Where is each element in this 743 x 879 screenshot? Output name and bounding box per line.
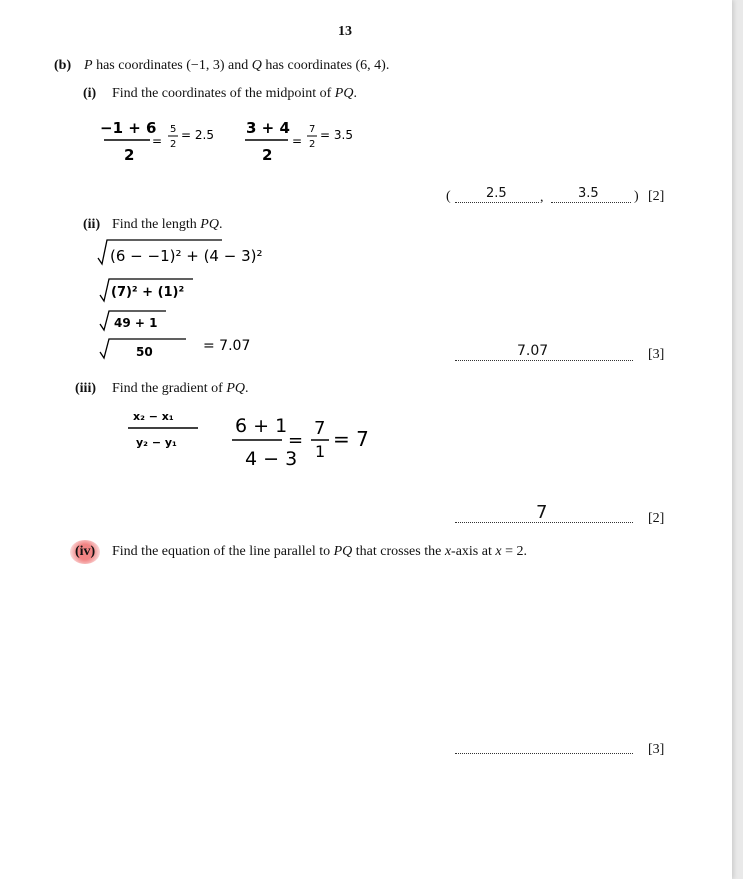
gradient-formula-numerator: x₂ − x₁ (133, 410, 174, 423)
question-iv-x2: x (495, 544, 502, 559)
length-line-4: 50 (136, 345, 153, 359)
midpoint-y-frac-num: 7 (309, 124, 316, 135)
question-ii-prompt: Find the length (112, 217, 201, 232)
question-i-prompt: Find the coordinates of the midpoint of (112, 86, 335, 101)
part-b-statement (54, 58, 389, 74)
question-ii-period: . (218, 217, 223, 232)
gradient-sub-denominator: 4 − 3 (245, 448, 298, 470)
sqrt-sign-1 (98, 240, 222, 264)
sqrt-sign-2 (100, 279, 193, 301)
question-iv-prompt-a: Find the equation of the line parallel to (112, 544, 334, 559)
question-iv-label-wrap (75, 540, 112, 564)
marks-iii: [2] (648, 511, 665, 526)
answer-iii: 7 (536, 502, 548, 523)
question-iii (75, 381, 248, 397)
midpoint-x-equals: = (152, 134, 163, 148)
midpoint-x-frac-den: 2 (170, 139, 177, 150)
midpoint-x-denominator: 2 (124, 146, 135, 164)
question-i (83, 86, 357, 102)
question-ii-label: (ii) (83, 217, 101, 232)
length-line-2: (7)² + (1)² (111, 285, 185, 300)
midpoint-y-result: = 3.5 (320, 128, 353, 142)
midpoint-y-denominator: 2 (262, 146, 273, 164)
answer-iv-line[interactable] (455, 737, 633, 754)
page-number: 13 (338, 24, 352, 39)
point-q: Q (251, 58, 262, 73)
question-ii-pq: PQ (200, 217, 219, 232)
point-p: P (84, 58, 93, 73)
gradient-formula-denominator: y₂ − y₁ (136, 436, 177, 449)
question-i-period: . (353, 86, 357, 101)
length-result: = 7.07 (203, 338, 251, 354)
question-iv-prompt-b: that crosses the (352, 544, 445, 559)
sqrt-sign-4 (100, 339, 186, 358)
question-i-label: (i) (83, 86, 97, 101)
answer-ii: 7.07 (517, 343, 549, 359)
sqrt-sign-3 (100, 311, 166, 330)
midpoint-y-equals: = (292, 134, 303, 148)
answer-i-open: ( (446, 189, 451, 204)
answer-i-y: 3.5 (578, 186, 599, 201)
question-iii-pq: PQ (226, 381, 245, 396)
question-iii-label: (iii) (75, 381, 96, 396)
question-iii-prompt: Find the gradient of (112, 381, 227, 396)
gradient-sub-numerator: 6 + 1 (235, 415, 288, 437)
question-iv-pq: PQ (333, 544, 353, 559)
answer-i-close: ) (634, 189, 639, 204)
length-line-3: 49 + 1 (114, 316, 158, 330)
marks-ii: [3] (648, 347, 665, 362)
gradient-frac-den: 1 (315, 442, 326, 461)
midpoint-x-result: = 2.5 (181, 128, 214, 142)
gradient-equals-1: = (288, 430, 304, 451)
length-line-1: (6 − −1)² + (4 − 3)² (110, 247, 263, 265)
part-b-label: (b) (54, 58, 72, 73)
question-iv-label: (iv) (70, 540, 100, 564)
question-i-pq: PQ (334, 86, 354, 101)
part-b-text-1: has coordinates (−1, 3) and (92, 58, 252, 73)
midpoint-y-frac-den: 2 (309, 139, 316, 150)
marks-i: [2] (648, 189, 665, 204)
question-iv-prompt-c: -axis at (451, 544, 496, 559)
question-iii-period: . (244, 381, 249, 396)
question-iv-x: x (444, 544, 452, 559)
midpoint-x-numerator: −1 + 6 (100, 119, 157, 137)
question-iv-prompt-d: = 2. (501, 544, 527, 559)
question-iv (75, 540, 527, 564)
part-b-text-2: has coordinates (6, 4). (261, 58, 390, 73)
gradient-frac-num: 7 (314, 418, 326, 439)
question-ii (83, 217, 222, 233)
answer-i-x: 2.5 (486, 186, 507, 201)
marks-iv: [3] (648, 742, 665, 757)
midpoint-y-numerator: 3 + 4 (246, 119, 290, 137)
gradient-result: = 7 (333, 427, 369, 451)
answer-i-comma: , (540, 190, 544, 205)
midpoint-x-frac-num: 5 (170, 124, 177, 135)
